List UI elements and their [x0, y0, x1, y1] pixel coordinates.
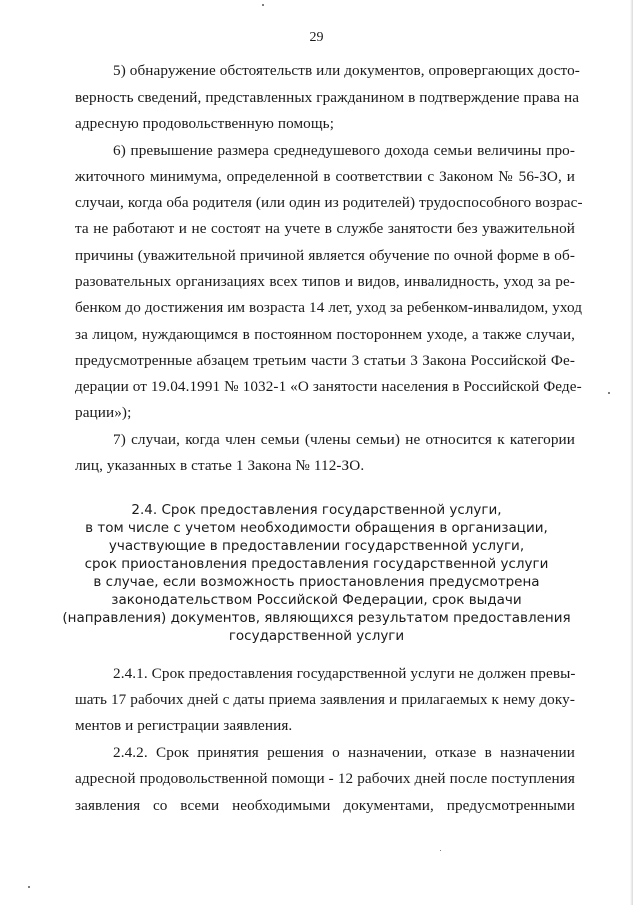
clause-2-4-2-line: 2.4.2. Срок принятия решения о назначении, отказе в назначении	[113, 744, 575, 761]
item-6-line: предусмотренные абзацем третьим части 3 статьи 3 Закона Российской Фе-	[75, 352, 575, 369]
clause-2-4-2-line: адресной продовольственной помощи - 12 рабочих дней после поступления	[75, 770, 575, 787]
item-7-line: лиц, указанных в статье 1 Закона № 112-ЗО.	[75, 457, 365, 474]
section-heading-line: в случае, если возможность приостановления предусмотрена	[93, 574, 540, 590]
section-heading-line: участвующие в предоставлении государственной услуги,	[108, 538, 525, 554]
item-6-line: та не работают и не состоят на учете в службе занятости без уважительной	[75, 220, 575, 237]
item-6-line: дерации от 19.04.1991 № 1032-1 «О занятости населения в Российской Феде-	[75, 378, 582, 395]
item-6-line: 6) превышение размера среднедушевого дохода семьи величины про-	[113, 142, 575, 159]
clause-2-4-1-line: 2.4.1. Срок предоставления государственной услуги не должен превы-	[113, 665, 576, 682]
item-6-line: разовательных организациях всех типов и видов, инвалидность, уход за ре-	[75, 273, 575, 290]
item-6-line: бенком до достижения им возраста 14 лет, уход за ребенком-инвалидом, уход	[75, 299, 583, 316]
item-5-line: адресную продовольственную помощь;	[75, 115, 335, 132]
item-6-line: причины (уважительной причиной является обучение по очной форме в об-	[75, 247, 575, 264]
section-heading-line: срок приостановления предоставления государственной услуги	[84, 556, 549, 572]
section-heading-line: в том числе с учетом необходимости обращения в организации,	[85, 520, 548, 536]
clause-2-4-1-line: шать 17 рабочих дней с даты приема заявления и прилагаемых к нему доку-	[75, 691, 575, 708]
item-5-line: верность сведений, представленных гражданином в подтверждение права на	[75, 89, 580, 106]
section-heading-line: (направления) документов, являющихся результатом предоставления	[62, 610, 571, 626]
item-5-line: 5) обнаружение обстоятельств или документов, опровергающих досто-	[113, 62, 580, 79]
item-6-line: житочного минимума, определенной в соответствии с Законом № 56-ЗО, и	[75, 168, 575, 185]
clause-2-4-2-line: заявления со всеми необходимыми документами, предусмотренными	[75, 797, 575, 814]
item-7-line: 7) случаи, когда член семьи (члены семьи) не относится к категории	[113, 431, 575, 448]
section-heading-line: государственной услуги	[228, 628, 405, 644]
scan-speck	[28, 886, 30, 888]
clause-2-4-1-line: ментов и регистрации заявления.	[75, 717, 293, 734]
scan-speck	[440, 850, 441, 851]
section-heading-line: законодательством Российской Федерации, срок выдачи	[111, 592, 522, 608]
section-heading-line: 2.4. Срок предоставления государственной услуги,	[131, 502, 502, 518]
item-6-line: случаи, когда оба родителя (или один из родителей) трудоспособного возрас-	[75, 194, 583, 211]
item-6-line: рации»);	[75, 404, 132, 421]
page-number: 29	[309, 30, 324, 45]
scan-speck	[608, 392, 610, 394]
item-6-line: за лицом, нуждающимся в постоянном постороннем уходе, а также случаи,	[75, 326, 575, 343]
scan-speck	[262, 4, 264, 6]
